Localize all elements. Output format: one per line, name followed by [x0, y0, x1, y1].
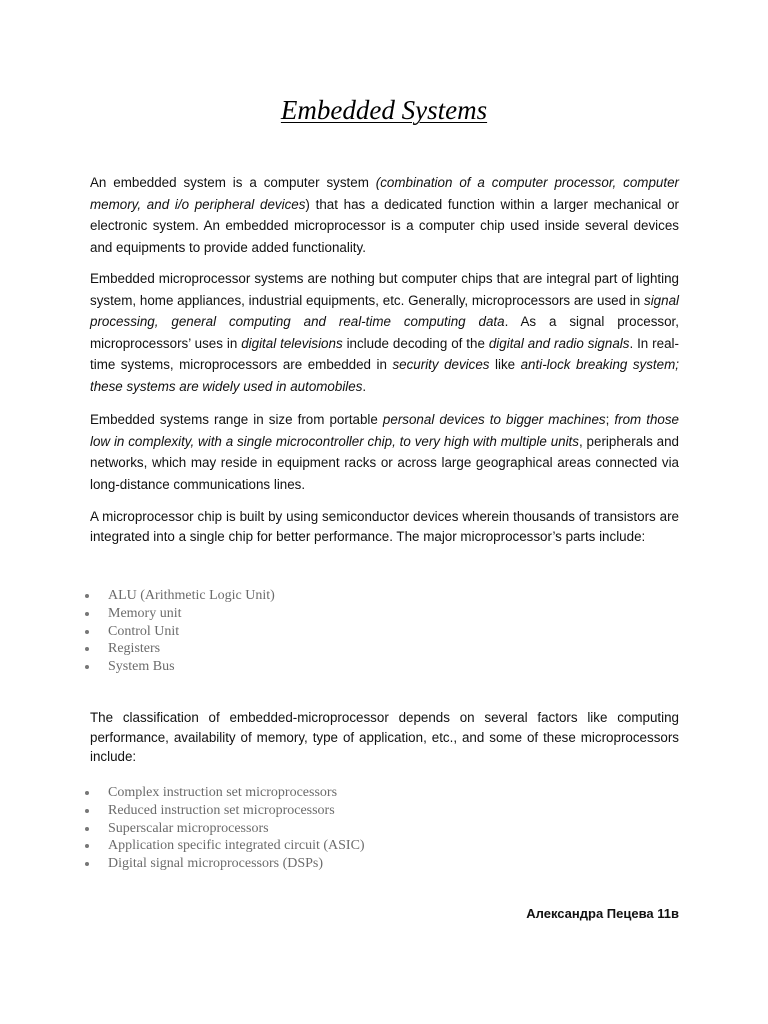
paragraph-uses-part-g: . In real-time systems, microprocessors are embedded in: [90, 335, 679, 372]
paragraph-uses-part-f: digital and radio signals: [488, 335, 630, 351]
paragraph-uses-part-i: like: [489, 357, 521, 372]
bullet-icon: [85, 594, 89, 598]
list-item: [84, 623, 644, 641]
bullet-icon: [85, 809, 89, 813]
list-item: [84, 820, 644, 838]
paragraph-uses-part-d: digital televisions: [241, 335, 343, 351]
paragraph-uses: [90, 268, 679, 397]
paragraph-intro-part-c: ) that has a dedicated function within a larger mechanical or electronic system. An embedded microprocessor is a computer chip used inside several devices and equipments to provide added functionality.: [90, 196, 679, 255]
paragraph-uses-part-a: Embedded microprocessor systems are nothing but computer chips that are integral part of lighting system, home appliances, industrial equipments, etc. Generally, microprocessors are used in: [90, 271, 679, 308]
document-title: [0, 92, 768, 128]
bullet-icon: [85, 844, 89, 848]
paragraph-parts-intro: A microprocessor chip is built by using semiconductor devices wherein thousands of transistors are integrated into a single chip for better performance. The major microprocessor’s parts include:: [90, 509, 679, 544]
author-signature: Александра Пецева 11в: [526, 906, 679, 921]
paragraph-size-part-b: personal devices to bigger machines: [382, 412, 606, 427]
parts-list: [84, 587, 644, 676]
bullet-icon: [85, 630, 89, 634]
document-title-text: Embedded Systems: [280, 95, 488, 125]
list-item: [84, 802, 644, 820]
paragraph-classification: The classification of embedded-microprocessor depends on several factors like computing performance, availability of memory, type of application, etc., and some of these microprocessors include:: [90, 710, 679, 764]
list-item-text: System Bus: [108, 659, 175, 675]
bullet-icon: [85, 862, 89, 866]
list-item: [84, 658, 644, 676]
list-item-text: Reduced instruction set microprocessors: [108, 802, 335, 818]
paragraph-uses-part-j: anti-lock breaking system; these systems are widely used in automobiles: [90, 357, 679, 394]
list-item-text: Complex instruction set microprocessors: [108, 785, 338, 800]
list-item-text: Application specific integrated circuit (ASIC): [108, 838, 365, 854]
bullet-icon: [85, 791, 89, 795]
bullet-icon: [85, 665, 89, 669]
paragraph-size-part-a: Embedded systems range in size from portable: [90, 412, 383, 427]
paragraph-intro-part-b: (combination of a computer processor, computer memory, and i/o peripheral devices: [90, 175, 679, 212]
paragraph-uses-part-b: signal processing, general computing and real-time computing data: [90, 292, 679, 329]
paragraph-size-range: [90, 409, 679, 495]
list-item: [84, 640, 644, 658]
paragraph-uses-part-h: security devices: [392, 357, 490, 372]
list-item-text: Control Unit: [108, 623, 180, 639]
list-item-text: Registers: [108, 641, 161, 657]
list-item-text: Superscalar microprocessors: [108, 820, 269, 836]
paragraph-uses-part-c: . As a signal processor, microprocessors’ uses in: [90, 314, 679, 351]
list-item-text: Memory unit: [108, 605, 182, 621]
paragraph-size-part-e: , peripherals and networks, which may reside in equipment racks or across large geographical areas connected via long-distance communications lines.: [90, 433, 680, 492]
bullet-icon: [85, 612, 89, 616]
paragraph-uses-part-k: .: [362, 378, 367, 394]
paragraph-intro-part-a: An embedded system is a computer system: [90, 175, 376, 190]
bullet-icon: [85, 647, 89, 651]
list-item-text: Digital signal microprocessors (DSPs): [108, 856, 324, 872]
list-item: [84, 587, 644, 605]
list-item: [84, 784, 644, 802]
paragraph-size-part-c: ;: [605, 412, 615, 427]
paragraph-intro: [90, 172, 679, 258]
list-item: [84, 605, 644, 623]
paragraph-size-part-d: from those low in complexity, with a single microcontroller chip, to very high with multiple units: [90, 412, 679, 449]
types-list: [84, 784, 644, 873]
bullet-icon: [85, 827, 89, 831]
paragraph-uses-part-e: include decoding of the: [342, 335, 489, 351]
list-item: [84, 837, 644, 855]
list-item-text: ALU (Arithmetic Logic Unit): [108, 588, 275, 603]
list-item: [84, 855, 644, 873]
